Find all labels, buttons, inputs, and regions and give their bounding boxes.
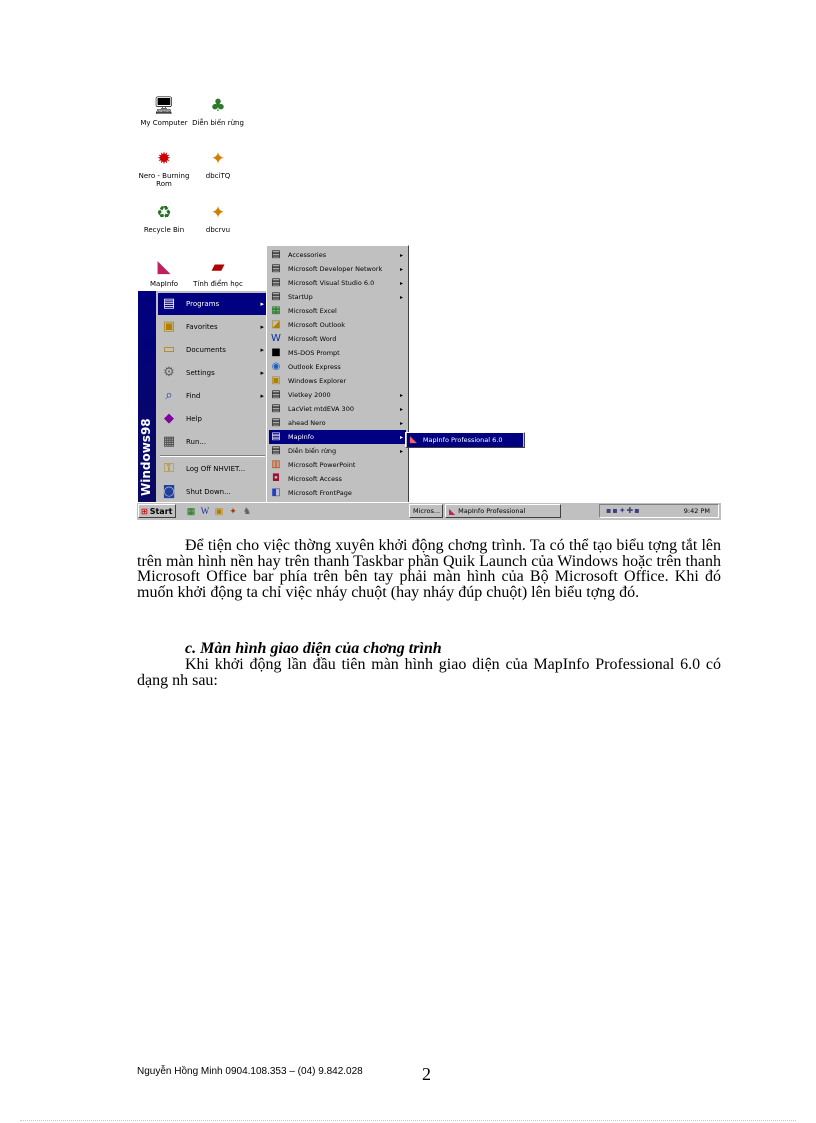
start-menu — [137, 290, 270, 510]
start-menu-item-find[interactable]: ⌕ Find ▸ — [158, 385, 268, 407]
windows-logo-icon: ⊞ — [141, 506, 148, 516]
desktop-icon-my-computer[interactable]: 🖥 My Computer — [140, 96, 188, 127]
mapinfo-icon: ◣ — [410, 435, 417, 445]
program-group-icon: ▤ — [271, 417, 281, 428]
clock[interactable]: 9:42 PM — [683, 507, 710, 515]
footer-author: Nguyễn Hồng Minh 0904.108.353 – (04) 9.842.028 — [137, 1066, 363, 1077]
desktop-icon-nero[interactable]: ✹ Nero - Burning Rom — [138, 149, 190, 188]
logoff-icon: ⚿ — [164, 461, 174, 476]
program-group-icon: ▤ — [271, 277, 281, 288]
shutdown-icon: ◙ — [162, 484, 176, 499]
program-group-icon: ▤ — [271, 263, 281, 274]
word-icon[interactable]: W — [200, 506, 210, 516]
taskbar-button-mapinfo[interactable]: ◣ MapInfo Professional — [445, 504, 561, 518]
start-menu-item-favorites[interactable]: ▣ Favorites ▸ — [162, 319, 264, 334]
start-button[interactable]: ⊞ Start — [138, 504, 176, 518]
start-menu-item-shut-down[interactable]: ◙ Shut Down... — [162, 484, 231, 499]
start-menu-item-documents[interactable]: ▭ Documents ▸ — [162, 342, 264, 357]
programs-item-dien-bien-rung[interactable]: ▤ Diễn biến rừng ▸ — [271, 445, 403, 456]
programs-item-windows-explorer[interactable]: ▣ Windows Explorer — [271, 375, 347, 386]
outlook-express-icon: ◉ — [271, 361, 281, 372]
programs-item-powerpoint[interactable]: ▥ Microsoft PowerPoint — [271, 459, 356, 470]
paragraph-shortcut: Để tiện cho việc thờng xuyên khởi động chơng trình. Ta có thể tạo biểu tợng tắt lên trên màn hình nền hay trên thanh Taskbar phần Quik Launch của Windows hoặc trên thanh Microsoft Office bar phía trên bên tay phải màn hình của Bộ Microsoft Office. Khi đó muốn khởi động ta chỉ việc nháy chuột (hay nháy đúp chuột) lên biểu tợng đó. — [137, 537, 721, 601]
programs-item-outlook[interactable]: ◪ Microsoft Outlook — [271, 319, 345, 330]
access-icon: ◘ — [272, 473, 280, 484]
msdos-icon: ■ — [271, 347, 281, 358]
page-number: 2 — [422, 1064, 431, 1084]
mapinfo-professional-item[interactable]: ◣ MapInfo Professional 6.0 — [407, 433, 523, 447]
desktop-icon-recycle-bin[interactable]: ♻ Recycle Bin — [143, 203, 185, 234]
programs-item-access[interactable]: ◘ Microsoft Access — [269, 472, 406, 486]
programs-item-excel[interactable]: ▦ Microsoft Excel — [271, 305, 337, 316]
programs-icon: ▤ — [162, 296, 176, 311]
program-group-icon: ▤ — [271, 249, 281, 260]
recycle-bin-icon: ♻ — [156, 203, 172, 223]
taskbar-button-micros[interactable]: Micros... — [409, 504, 443, 518]
program-group-icon: ▤ — [271, 445, 281, 456]
tray-icons[interactable]: ▪▪✦✚▪ — [606, 506, 641, 515]
system-tray — [599, 504, 719, 518]
excel-icon[interactable]: ▦ — [186, 506, 196, 516]
app-icon: ✦ — [210, 203, 226, 223]
programs-item-ahead-nero[interactable]: ▤ ahead Nero ▸ — [271, 417, 403, 428]
explorer-icon[interactable]: ▣ — [214, 506, 224, 516]
word-icon: W — [271, 333, 281, 344]
find-icon: ⌕ — [165, 388, 173, 403]
frontpage-icon: ◧ — [271, 487, 281, 498]
page-bottom-rule — [20, 1120, 796, 1121]
programs-item-vietkey[interactable]: ▤ Vietkey 2000 ▸ — [271, 389, 403, 400]
desktop-icon-mapinfo[interactable]: ◣ MapInfo — [149, 257, 179, 288]
mapinfo-icon: ◣ — [157, 257, 171, 277]
section-heading: c. Màn hình giao diện của chơng trình — [185, 640, 442, 657]
programs-item-startup[interactable]: ▤ StartUp ▸ — [271, 291, 403, 302]
start-menu-item-log-off[interactable]: ⚿ Log Off NHVIET... — [158, 458, 268, 480]
program-group-icon: ▤ — [271, 431, 281, 442]
mapinfo-icon: ◣ — [449, 506, 456, 516]
settings-icon: ⚙ — [163, 365, 175, 380]
powerpoint-icon: ▥ — [271, 459, 281, 470]
programs-menu — [266, 245, 409, 520]
favorites-icon: ▣ — [162, 319, 176, 334]
desktop-icon-tinh-diem-hoc[interactable]: ▰ Tính điểm học — [193, 257, 243, 288]
programs-item-msdos[interactable]: ■ MS-DOS Prompt — [271, 347, 340, 358]
start-menu-item-settings[interactable]: ⚙ Settings ▸ — [158, 362, 268, 384]
start-menu-item-programs[interactable]: ▤ Programs ▸ — [158, 293, 268, 315]
programs-item-msdn[interactable]: ▤ Microsoft Developer Network ▸ — [271, 263, 403, 274]
windows98-banner: Windows98 — [138, 291, 156, 509]
start-menu-item-help[interactable]: ◆ Help — [158, 408, 268, 430]
programs-item-accessories[interactable]: ▤ Accessories ▸ — [271, 249, 403, 260]
help-icon: ◆ — [164, 411, 174, 426]
mapinfo-submenu — [405, 432, 525, 448]
desktop-icon-dien-bien-rung[interactable]: ♣ Diễn biến rừng — [192, 96, 244, 127]
app-icon[interactable]: ✦ — [229, 506, 237, 516]
program-group-icon: ▤ — [271, 403, 281, 414]
programs-item-frontpage[interactable]: ◧ Microsoft FrontPage — [271, 487, 352, 498]
program-group-icon: ▤ — [271, 389, 281, 400]
nero-icon: ✹ — [156, 149, 172, 169]
programs-item-outlook-express[interactable]: ◉ Outlook Express — [271, 361, 341, 372]
computer-icon: 🖥 — [153, 96, 175, 116]
app-icon: ✦ — [210, 149, 226, 169]
program-group-icon: ▤ — [271, 291, 281, 302]
paragraph-interface: Khi khởi động lần đầu tiên màn hình giao diện của MapInfo Professional 6.0 có dạng nh sau: — [137, 656, 721, 689]
programs-item-lacviet[interactable]: ▤ LacViet mtdEVA 300 ▸ — [271, 403, 403, 414]
taskbar — [137, 502, 721, 520]
book-icon: ▰ — [211, 257, 225, 277]
explorer-icon: ▣ — [271, 375, 281, 386]
documents-icon: ▭ — [162, 342, 176, 357]
tree-icon: ♣ — [210, 96, 226, 116]
programs-item-mapinfo[interactable]: ▤ MapInfo ▸ — [269, 430, 406, 444]
windows98-screenshot — [137, 90, 721, 520]
excel-icon: ▦ — [271, 305, 281, 316]
outlook-icon: ◪ — [271, 319, 281, 330]
desktop-icon-dbcitq[interactable]: ✦ dbciTQ — [205, 149, 231, 180]
programs-item-word[interactable]: W Microsoft Word — [271, 333, 337, 344]
start-menu-separator — [160, 455, 265, 457]
programs-item-visual-studio[interactable]: ▤ Microsoft Visual Studio 6.0 ▸ — [271, 277, 403, 288]
app-icon[interactable]: ♞ — [242, 506, 252, 516]
desktop-icon-dbcrvu[interactable]: ✦ dbcrvu — [205, 203, 231, 234]
start-menu-item-run[interactable]: ▦ Run... — [162, 434, 207, 449]
run-icon: ▦ — [162, 434, 176, 449]
quick-launch — [185, 505, 253, 517]
